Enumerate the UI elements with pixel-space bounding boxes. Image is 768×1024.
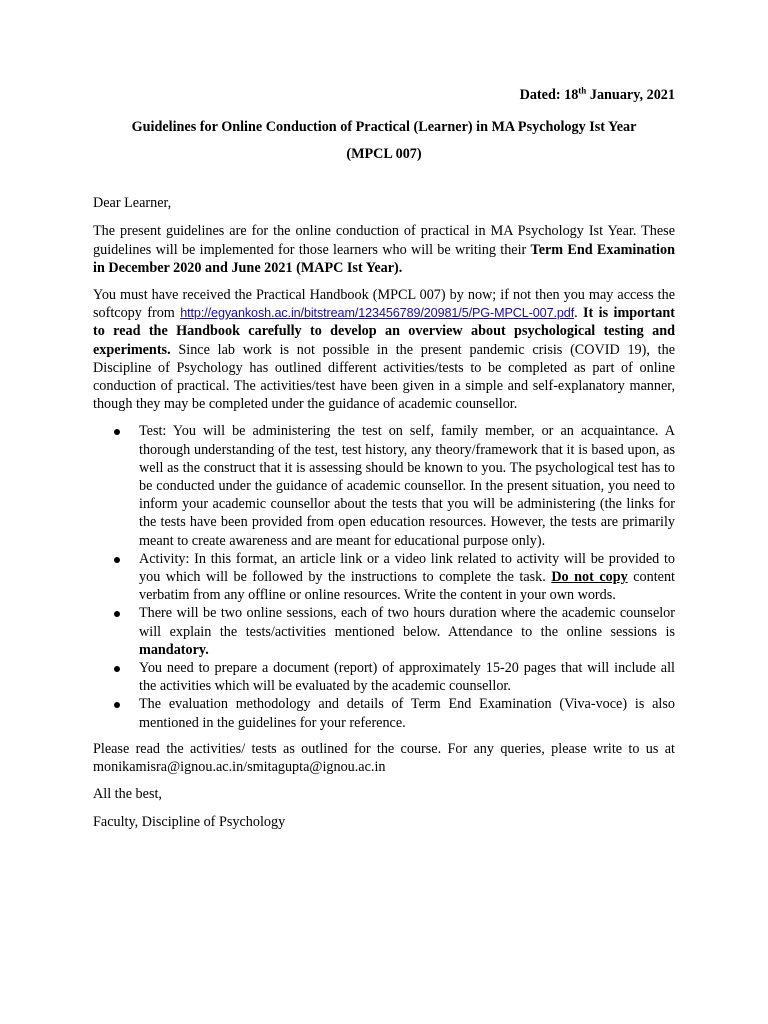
handbook-paragraph	[93, 286, 675, 413]
list-item-text: Test: You will be administering the test on self, family member, or an acquaintance. A thorough understanding of the test, test history, any theory/framework that it is based upon, as well as the construct that it is assessing should be known to you. The psychological test has to be conducted under the guidance of academic counsellor. In the present situation, you need to inform your academic counsellor about the tests that you will be administering (the links for the tests have been provided from open education resources. However, the tests are primarily meant to create awareness and are meant for educational purpose only).	[139, 423, 675, 549]
list-item-text: You need to prepare a document (report) of approximately 15-20 pages that will include all the activities which will be evaluated by the academic counsellor.	[139, 660, 675, 695]
signature: Faculty, Discipline of Psychology	[93, 813, 286, 830]
bullet-icon	[114, 429, 120, 435]
contact-paragraph: Please read the activities/ tests as outlined for the course. For any queries, please write to us at monikamisra@ignou.ac.in/smitagupta@ignou.ac.in	[93, 740, 675, 776]
document-date	[93, 86, 675, 104]
intro-paragraph	[93, 222, 675, 277]
list-item	[93, 422, 675, 549]
intro-bold-text: Term End Examination in December 2020 and June 2021 (MAPC Ist Year).	[93, 241, 675, 276]
date-suffix: January, 2021	[586, 87, 675, 103]
intro-text: The present guidelines are for the online conduction of practical in MA Psychology Ist Year. These guidelines will be implemented for those learners who will be writing their	[93, 223, 675, 258]
bullet-icon	[114, 557, 120, 563]
date-superscript: th	[578, 85, 587, 96]
mandatory-emphasis: mandatory.	[139, 641, 209, 658]
handbook-separator: .	[574, 305, 584, 322]
list-item-text: Activity: In this format, an article link or a video link related to activity will be provided to you which will be followed by the instructions to complete the task.	[139, 550, 675, 586]
bullet-icon	[114, 666, 120, 672]
bullet-icon	[114, 702, 120, 708]
list-item	[93, 695, 675, 731]
course-code-title: (MPCL 007)	[346, 146, 422, 163]
handbook-bold-text: It is important to read the Handbook carefully to develop an overview about psychological testing and experiments.	[93, 305, 675, 358]
greeting: Dear Learner,	[93, 195, 172, 212]
document-page	[93, 86, 675, 840]
list-item	[93, 659, 675, 695]
list-item-text: The evaluation methodology and details of Term End Examination (Viva-voce) is also mentioned in the guidelines for your reference.	[139, 696, 675, 731]
bullet-icon	[114, 611, 120, 617]
handbook-link[interactable]: http://egyankosh.ac.in/bitstream/123456789/20981/5/PG-MPCL-007.pdf	[180, 306, 575, 321]
list-item	[93, 550, 675, 605]
date-prefix: Dated: 18	[519, 87, 579, 103]
document-title: Guidelines for Online Conduction of Practical (Learner) in MA Psychology Ist Year	[131, 119, 637, 136]
closing-wish: All the best,	[93, 786, 162, 803]
do-not-copy-emphasis: Do not copy	[551, 569, 628, 586]
list-item-text: There will be two online sessions, each of two hours duration where the academic counselor will explain the tests/activities mentioned below. Attendance to the online sessions is	[139, 605, 675, 640]
guidelines-list	[93, 422, 675, 731]
handbook-text-continued: Since lab work is not possible in the present pandemic crisis (COVID 19), the Discipline of Psychology has outlined different activities/tests to be completed as part of online conduction of practical. The activities/test have been given in a simple and self-explanatory manner, though they may be completed under the guidance of academic counsellor.	[93, 341, 675, 413]
handbook-text: You must have received the Practical Handbook (MPCL 007) by now; if not then you may access the softcopy from	[93, 287, 675, 322]
list-item	[93, 604, 675, 659]
list-item-text-continued: content verbatim from any offline or online resources. Write the content in your own words.	[139, 569, 675, 604]
